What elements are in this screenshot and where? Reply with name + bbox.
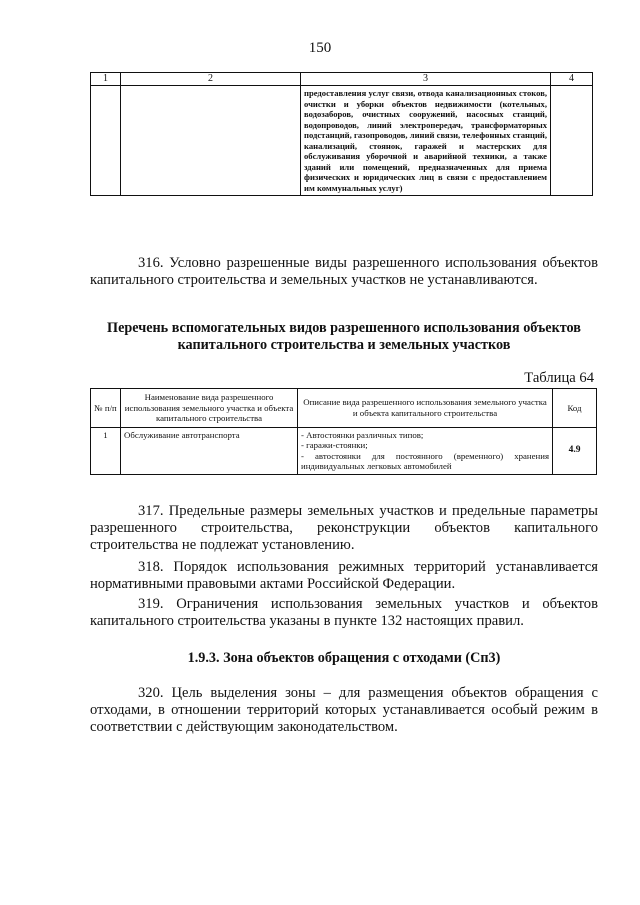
header-code: Код	[553, 389, 597, 428]
page-number: 150	[308, 40, 332, 56]
row-name: Обслуживание автотранспорта	[121, 427, 298, 474]
cell-empty	[91, 86, 121, 196]
table-header-row	[91, 73, 593, 86]
continuation-table	[90, 72, 593, 196]
row-desc	[298, 427, 553, 474]
paragraph-320: 320. Цель выделения зоны – для размещения объектов обращения с отходами, в отношении территорий которых устанавливается особый режим в соответствии с действующим законодательством.	[90, 685, 598, 735]
header-num: № п/п	[91, 389, 121, 428]
column-number-2: 2	[121, 73, 301, 86]
table-64	[90, 388, 597, 475]
column-number-3: 3	[301, 73, 551, 86]
description-cell: предоставления услуг связи, отвода канализационных стоков, очистки и уборки объектов недвижимости (котельных, водозаборов, очистных сооружений, насосных станций, водопроводов, линий электропередач, трансформаторных подстанций, газопроводов, линий связи, телефонных станций, канализаций, стоянок, гаражей и мастерских для обслуживания уборочной и аварийной техники, а также зданий или помещений, предназначенных для приема физических и юридических лиц в связи с предоставлением им коммунальных услуг)	[301, 86, 551, 196]
paragraph-318: 318. Порядок использования режимных территорий устанавливается нормативными правовыми актами Российской Федерации.	[90, 559, 598, 592]
table-caption: Таблица 64	[524, 370, 594, 386]
column-number-4: 4	[551, 73, 593, 86]
paragraph-316: 316. Условно разрешенные виды разрешенного использования объектов капитального строительства и земельных участков не устанавливаются.	[90, 255, 598, 288]
header-name: Наименование вида разрешенного использования земельного участка и объекта капитального строительства	[121, 389, 298, 428]
row-code: 4.9	[553, 427, 597, 474]
paragraph-317: 317. Предельные размеры земельных участков и предельные параметры разрешенного строительства, реконструкции объектов капитального строительства не подлежат установлению.	[90, 503, 598, 553]
table-header-row	[91, 389, 597, 428]
desc-line: - автостоянки для постоянного (временного) хранения индивидуальных легковых автомобилей	[301, 450, 549, 471]
desc-line: - гаражи-стоянки;	[301, 440, 368, 450]
desc-line: - Автостоянки различных типов;	[301, 429, 424, 440]
header-desc: Описание вида разрешенного использования земельного участка и объекта капитального строительства	[298, 389, 553, 428]
table-row	[91, 427, 597, 474]
cell-empty	[551, 86, 593, 196]
cell-empty	[121, 86, 301, 196]
heading-aux-list: Перечень вспомогательных видов разрешенного использования объектов капитального строительства и земельных участков	[107, 320, 581, 353]
paragraph-319: 319. Ограничения использования земельных участков и объектов капитального строительства указаны в пункте 132 настоящих правил.	[90, 596, 598, 629]
row-num: 1	[91, 427, 121, 474]
column-number-1: 1	[91, 73, 121, 86]
heading-zone: 1.9.3. Зона объектов обращения с отходами (Сп3)	[187, 650, 501, 666]
table-row	[91, 86, 593, 196]
